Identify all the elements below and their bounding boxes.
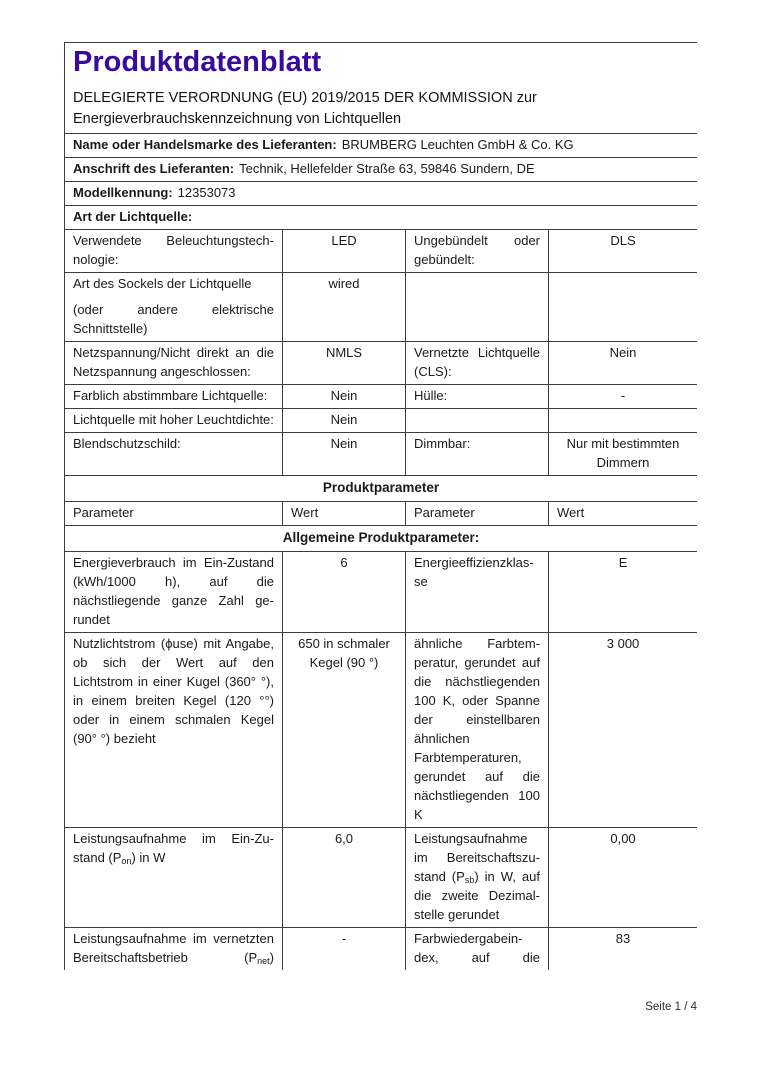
param-line: (oder andere elektrische Schnittstelle) xyxy=(73,302,274,336)
table-row xyxy=(65,134,698,158)
value-cell: E xyxy=(549,552,698,633)
datasheet-page xyxy=(64,42,697,1000)
value-cell: Nur mit bestimmten Dimmern xyxy=(549,433,698,476)
section-header-allgemeine-produktparameter: Allgemeine Produktparameter: xyxy=(65,526,698,552)
value-cell: 650 in schmaler Kegel (90 °) xyxy=(283,633,406,828)
value-cell xyxy=(549,409,698,433)
param-cell: Verwendete Beleuchtungstechnologie: xyxy=(65,230,283,273)
value-cell: Nein xyxy=(283,409,406,433)
table-row xyxy=(65,476,698,502)
datasheet-table xyxy=(64,42,697,970)
param-cell: Vernetzte Lichtquelle (CLS): xyxy=(406,342,549,385)
value-cell: NMLS xyxy=(283,342,406,385)
value-cell xyxy=(549,273,698,342)
column-header-wert-1: Wert xyxy=(283,502,406,526)
model-id-value: 12353073 xyxy=(177,185,236,200)
table-row xyxy=(65,433,698,476)
value-cell: Nein xyxy=(549,342,698,385)
param-cell: Netzspannung/Nicht direkt an die Netzspannung angeschlossen: xyxy=(65,342,283,385)
table-row xyxy=(65,385,698,409)
supplier-name-row xyxy=(65,134,698,158)
param-cell xyxy=(65,273,283,342)
param-cell: Nutzlichtstrom (ϕuse) mit Angabe, ob sich der Wert auf den Lichtstrom in einer Kugel (360° °), in einem breiten Kegel (120 °°) oder in einem schmalen Kegel (90° °) bezieht xyxy=(65,633,283,828)
value-cell: - xyxy=(549,385,698,409)
param-cell: Leistungsaufnahme im Bereitschaftszustand $(P_{sb})$ in W, auf die zweite Dezimalstelle gerundet xyxy=(406,828,549,928)
supplier-address-value: Technik, Hellefelder Straße 63, 59846 Sundern, DE xyxy=(239,161,535,176)
param-cell: ähnliche Farbtemperatur, gerundet auf die nächstliegenden 100 K, oder Spanne der einstellbaren ähnlichen Farbtemperaturen, gerundet auf die nächstliegenden 100 K xyxy=(406,633,549,828)
param-cell: Hülle: xyxy=(406,385,549,409)
table-row xyxy=(65,828,698,928)
supplier-name-value: BRUMBERG Leuchten GmbH & Co. KG xyxy=(341,137,574,152)
table-row xyxy=(65,502,698,526)
light-source-type-row xyxy=(65,206,698,230)
table-row xyxy=(65,342,698,385)
table-row xyxy=(65,526,698,552)
value-cell: 6,0 xyxy=(283,828,406,928)
page-title: Produktdatenblatt xyxy=(73,46,322,78)
value-cell: LED xyxy=(283,230,406,273)
regulation-subtitle-line2: Energieverbrauchskennzeichnung von Lichtquellen xyxy=(73,111,402,127)
param-cell: Energieeffizienzklasse xyxy=(406,552,549,633)
table-row xyxy=(65,43,698,134)
value-cell: DLS xyxy=(549,230,698,273)
value-cell: 3 000 xyxy=(549,633,698,828)
value-cell: 83 xyxy=(549,928,698,971)
param-cell: Farblich abstimmbare Lichtquelle: xyxy=(65,385,283,409)
param-cell: Ungebündelt oder gebündelt: xyxy=(406,230,549,273)
table-row xyxy=(65,928,698,971)
value-cell: - xyxy=(283,928,406,971)
table-row xyxy=(65,273,698,342)
supplier-address-label: Anschrift des Lieferanten: xyxy=(73,161,235,176)
table-row xyxy=(65,206,698,230)
param-cell: Farbwiedergabeindex, auf die xyxy=(406,928,549,971)
param-cell: Blendschutzschild: xyxy=(65,433,283,476)
table-row xyxy=(65,182,698,206)
param-cell: Energieverbrauch im Ein-Zustand (kWh/1000 h), auf die nächstliegende ganze Zahl gerundet xyxy=(65,552,283,633)
document-header xyxy=(65,43,698,134)
param-cell xyxy=(406,409,549,433)
param-cell xyxy=(406,273,549,342)
page-number: Seite 1 / 4 xyxy=(645,1001,697,1013)
value-cell: wired xyxy=(283,273,406,342)
column-header-parameter-2: Parameter xyxy=(406,502,549,526)
param-cell: Leistungsaufnahme im Ein-Zustand $(P_{on})$ in W xyxy=(65,828,283,928)
column-header-wert-2: Wert xyxy=(549,502,698,526)
table-row xyxy=(65,409,698,433)
column-header-parameter-1: Parameter xyxy=(65,502,283,526)
light-source-type-label: Art der Lichtquelle: xyxy=(73,209,193,224)
supplier-address-row xyxy=(65,158,698,182)
table-row xyxy=(65,230,698,273)
model-id-row xyxy=(65,182,698,206)
supplier-name-label: Name oder Handelsmarke des Lieferanten: xyxy=(73,137,337,152)
table-row xyxy=(65,552,698,633)
table-row xyxy=(65,633,698,828)
section-header-produktparameter: Produktparameter xyxy=(65,476,698,502)
param-cell: Dimmbar: xyxy=(406,433,549,476)
table-row xyxy=(65,158,698,182)
param-cell: Lichtquelle mit hoher Leuchtdichte: xyxy=(65,409,283,433)
value-cell: Nein xyxy=(283,385,406,409)
param-line: Art des Sockels der Lichtquelle xyxy=(73,276,252,291)
value-cell: Nein xyxy=(283,433,406,476)
model-id-label: Modellkennung: xyxy=(73,185,173,200)
value-cell: 6 xyxy=(283,552,406,633)
param-cell: Leistungsaufnahme im vernetzten Bereitschaftsbetrieb $(P_{net})$ xyxy=(65,928,283,971)
regulation-subtitle-line1: DELEGIERTE VERORDNUNG (EU) 2019/2015 DER KOMMISSION zur xyxy=(73,90,537,106)
value-cell: 0,00 xyxy=(549,828,698,928)
